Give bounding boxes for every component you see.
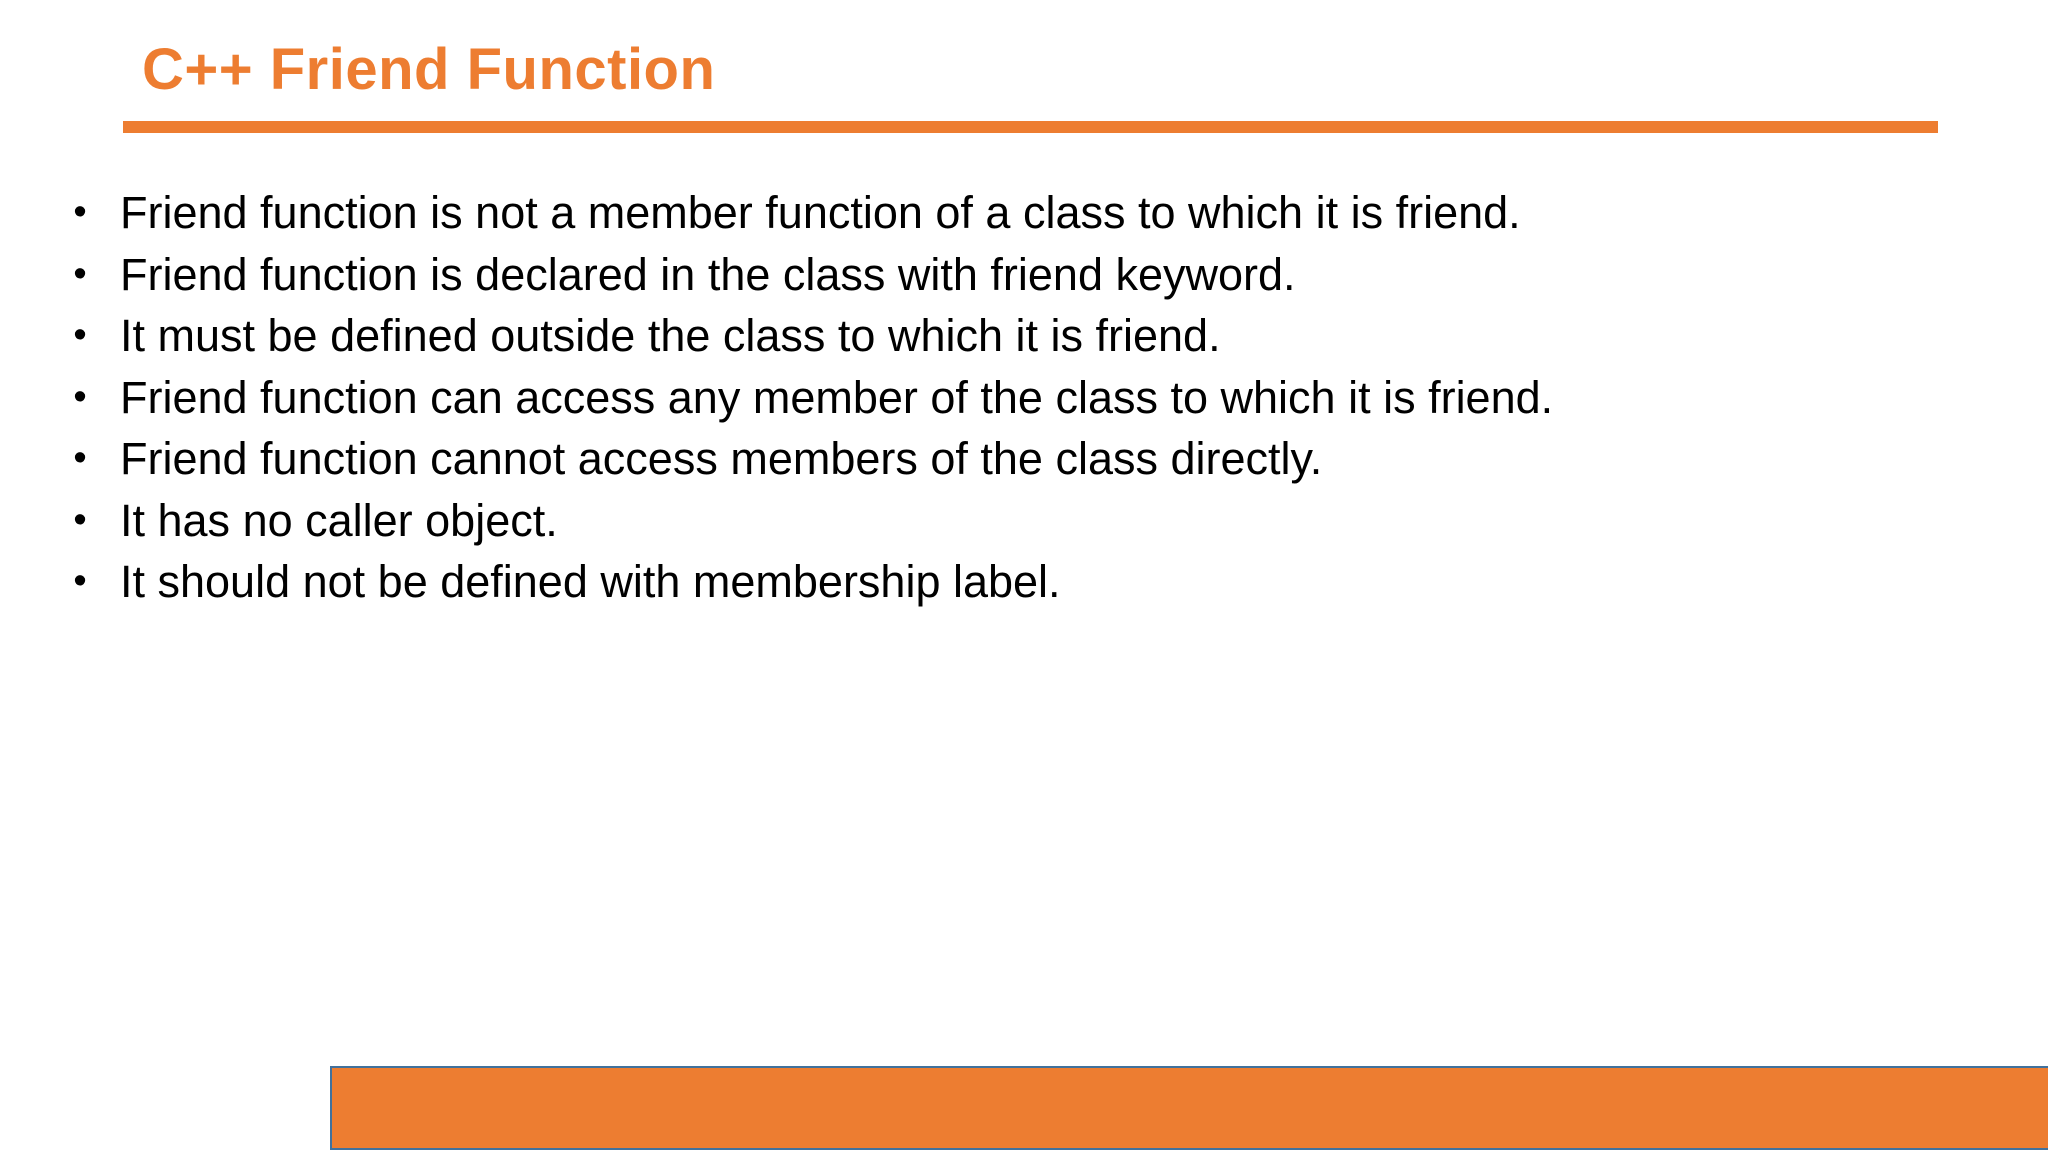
- title-underline: [123, 121, 1938, 133]
- bullet-icon: •: [73, 191, 87, 233]
- slide-title: C++ Friend Function: [142, 37, 716, 102]
- bullet-icon: •: [73, 314, 87, 356]
- bullet-text: It should not be defined with membership label.: [120, 556, 1061, 607]
- bullet-text: It has no caller object.: [120, 494, 558, 546]
- bullet-icon: •: [73, 252, 87, 295]
- bullet-text: Friend function is not a member function of a class to which it is friend.: [120, 187, 1521, 238]
- footer-bar: [330, 1066, 2048, 1150]
- bullet-text: It must be defined outside the class to which it is friend.: [120, 310, 1221, 361]
- bullet-icon: •: [73, 498, 87, 541]
- bullet-icon: •: [73, 375, 87, 418]
- bullet-text: Friend function can access any member of the class to which it is friend.: [120, 371, 1554, 423]
- bullet-icon: •: [73, 560, 87, 602]
- bullet-text: Friend function is declared in the class with friend keyword.: [120, 248, 1296, 300]
- bullet-text: Friend function cannot access members of the class directly.: [120, 433, 1323, 484]
- bullet-icon: •: [73, 437, 87, 479]
